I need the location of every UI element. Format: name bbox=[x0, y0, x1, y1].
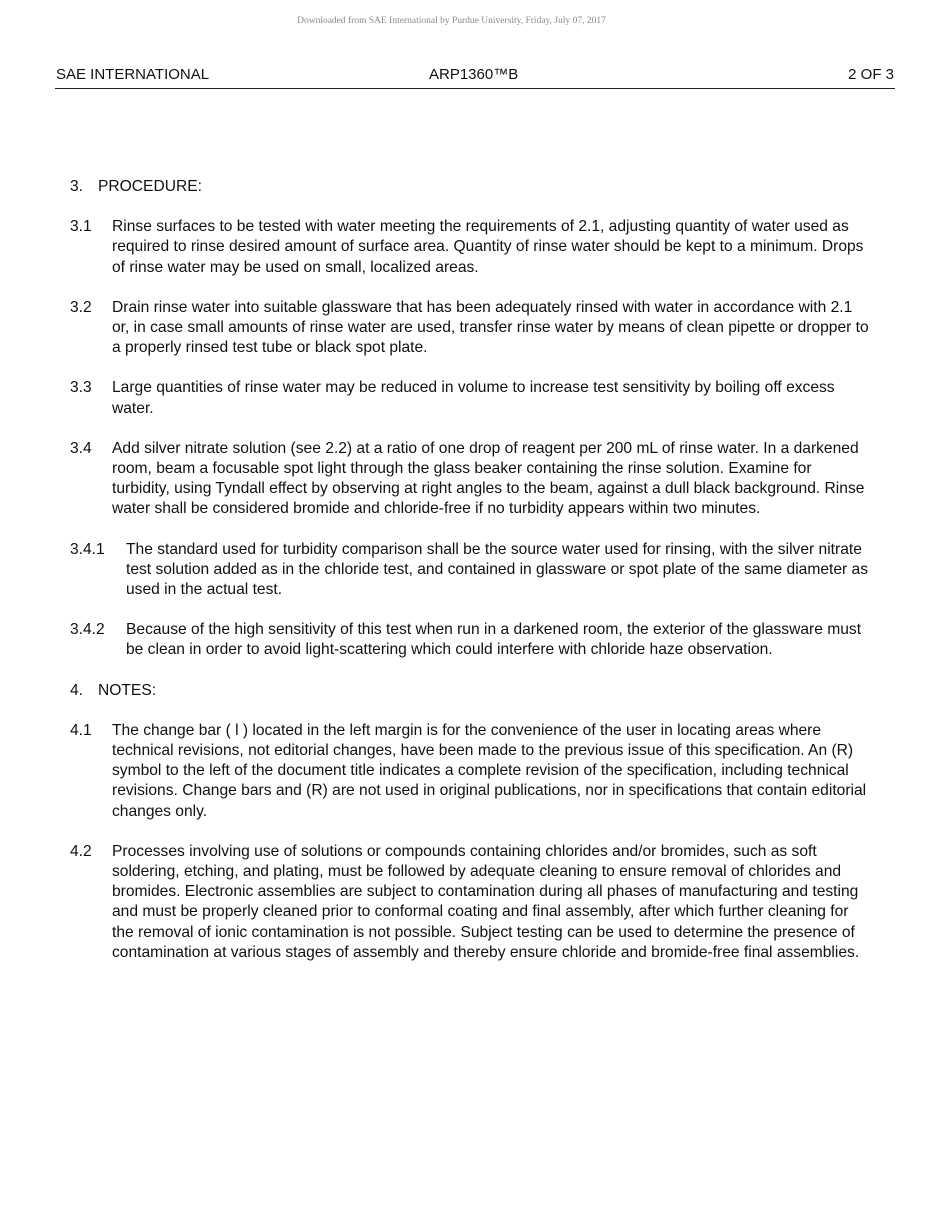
paragraph-number: 3.1 bbox=[70, 218, 92, 236]
paragraph-number: 3.3 bbox=[70, 379, 92, 397]
paragraph-3-4 bbox=[70, 439, 870, 520]
paragraph-3-1 bbox=[70, 217, 870, 278]
section-title: PROCEDURE: bbox=[98, 178, 202, 195]
paragraph-3-4-1 bbox=[70, 540, 870, 601]
paragraph-text: The standard used for turbidity comparison shall be the source water used for rinsing, with the silver nitrate test solution added as in the chloride test, and contained in glassware or spot plate of the same diameter as used in the actual test. bbox=[126, 540, 869, 599]
section-heading-procedure bbox=[70, 177, 870, 197]
running-header bbox=[55, 66, 895, 89]
header-publisher: SAE INTERNATIONAL bbox=[56, 66, 210, 83]
paragraph-text: Drain rinse water into suitable glassware that has been adequately rinsed with water in accordance with 2.1 or, in case small amounts of rinse water are used, transfer rinse water by means of clean pipette or dropper to a properly rinsed test tube or black spot plate. bbox=[112, 298, 869, 357]
paragraph-number: 3.4.2 bbox=[70, 621, 105, 639]
header-document-number: ARP1360™B bbox=[429, 66, 519, 83]
paragraph-3-3 bbox=[70, 378, 870, 418]
section-heading-notes bbox=[70, 681, 870, 701]
section-title: NOTES: bbox=[98, 681, 157, 699]
paragraph-3-2 bbox=[70, 298, 870, 359]
paragraph-number: 3.4.1 bbox=[70, 540, 105, 558]
paragraph-number: 3.2 bbox=[70, 298, 92, 316]
paragraph-3-4-2 bbox=[70, 620, 870, 660]
paragraph-number: 3.4 bbox=[70, 439, 92, 457]
paragraph-number: 4.1 bbox=[70, 721, 92, 739]
download-watermark: Downloaded from SAE International by Purdue University, Friday, July 07, 2017 bbox=[297, 16, 606, 26]
paragraph-4-1 bbox=[70, 721, 870, 822]
paragraph-text: Large quantities of rinse water may be reduced in volume to increase test sensitivity by boiling off excess water. bbox=[112, 379, 835, 417]
paragraph-text: The change bar ( l ) located in the left margin is for the convenience of the user in locating areas where technical revisions, not editorial changes, have been made to the previous issue of this specification. An (R) symbol to the left of the document title indicates a complete revision of the specification, including technical revisions. Change bars and (R) are not used in original publications, nor in specifications that contain editorial changes only. bbox=[112, 721, 867, 820]
header-page-number: 2 OF 3 bbox=[848, 66, 894, 83]
paragraph-text: Rinse surfaces to be tested with water meeting the requirements of 2.1, adjusting quantity of water used as required to rinse desired amount of surface area. Quantity of rinse water should be kept to a minimum. Drops of rinse water may be used on small, localized areas. bbox=[112, 218, 864, 276]
paragraph-text: Processes involving use of solutions or compounds containing chlorides and/or bromides, such as soft soldering, etching, and plating, must be followed by adequate cleaning to ensure removal of chlorides and bromides. Electronic assemblies are subject to contamination during all phases of manufacturing and testing and must be properly cleaned prior to conformal coating and final assembly, after which further cleaning for the removal of ionic contamination is not possible. Subject testing can be used to determine the presence of contamination at various stages of assembly and thereby ensure chloride and bromide-free final assemblies. bbox=[112, 842, 860, 961]
document-body bbox=[70, 177, 870, 983]
section-number: 4. bbox=[70, 681, 84, 699]
section-number: 3. bbox=[70, 178, 84, 195]
paragraph-4-2 bbox=[70, 842, 870, 963]
paragraph-text: Add silver nitrate solution (see 2.2) at a ratio of one drop of reagent per 200 mL of rinse water. In a darkened room, beam a focusable spot light through the glass beaker containing the rinse solution. Examine for turbidity, using Tyndall effect by observing at right angles to the beam, against a dull black background. Rinse water shall be considered bromide and chloride-free if no turbidity appears within two minutes. bbox=[112, 439, 865, 518]
paragraph-text: Because of the high sensitivity of this test when run in a darkened room, the exterior of the glassware must be clean in order to avoid light-scattering which could interfere with chloride haze observation. bbox=[126, 621, 862, 659]
paragraph-number: 4.2 bbox=[70, 842, 92, 860]
